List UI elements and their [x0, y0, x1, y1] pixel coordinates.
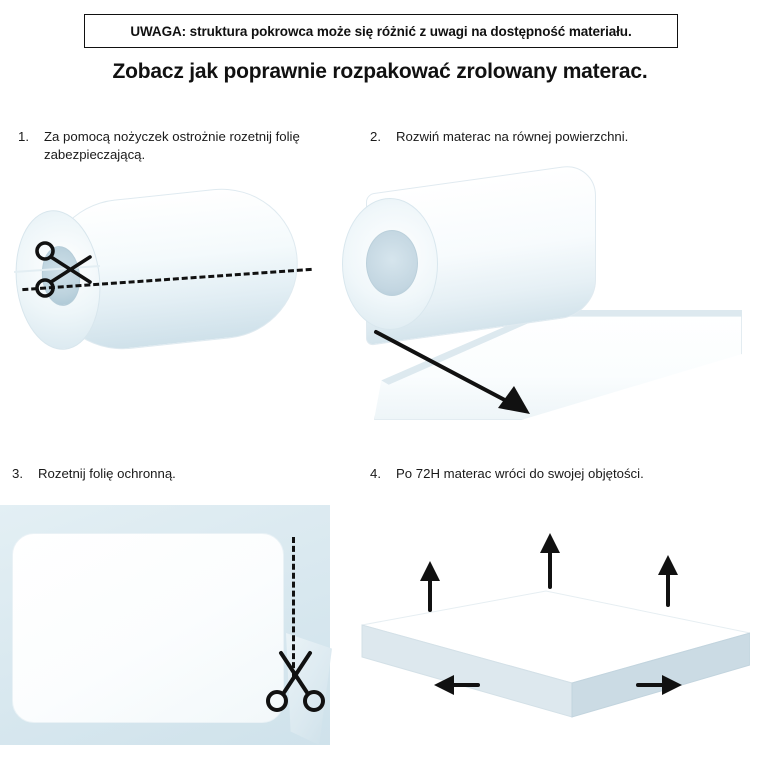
step-4-number: 4. [370, 466, 381, 481]
step-1-figure [8, 180, 338, 380]
flat-mattress [12, 533, 284, 723]
step-2-text: Rozwiń materac na równej powierzchni. [396, 129, 629, 144]
step-1-text: Za pomocą nożyczek ostrożnie rozetnij folię zabezpieczającą. [44, 129, 300, 162]
step-2-number: 2. [370, 129, 381, 144]
step-4-figure [350, 505, 750, 745]
step-4-text: Po 72H materac wróci do swojej objętości. [396, 466, 644, 481]
partly-rolled-mattress-core-hole [366, 230, 418, 296]
expanded-mattress-illustration [350, 505, 750, 745]
step-3-number: 3. [12, 466, 23, 481]
notice-banner [84, 14, 678, 48]
step-1-number: 1. [18, 129, 29, 144]
unroll-direction-arrow-icon [370, 324, 550, 424]
page-title: Zobacz jak poprawnie rozpakować zrolowany materac. [112, 60, 648, 83]
step-2-figure [350, 172, 750, 434]
scissors-icon [32, 238, 96, 302]
step-4-caption [370, 465, 710, 483]
step-2-caption [370, 128, 700, 146]
step-3-figure [0, 505, 340, 760]
scissors-icon [262, 643, 334, 715]
step-3-text: Rozetnij folię ochronną. [38, 466, 176, 481]
notice-text: UWAGA: struktura pokrowca może się różnić z uwagi na dostępność materiału. [130, 23, 632, 39]
step-1-caption [18, 128, 318, 164]
step-3-caption [12, 465, 332, 483]
